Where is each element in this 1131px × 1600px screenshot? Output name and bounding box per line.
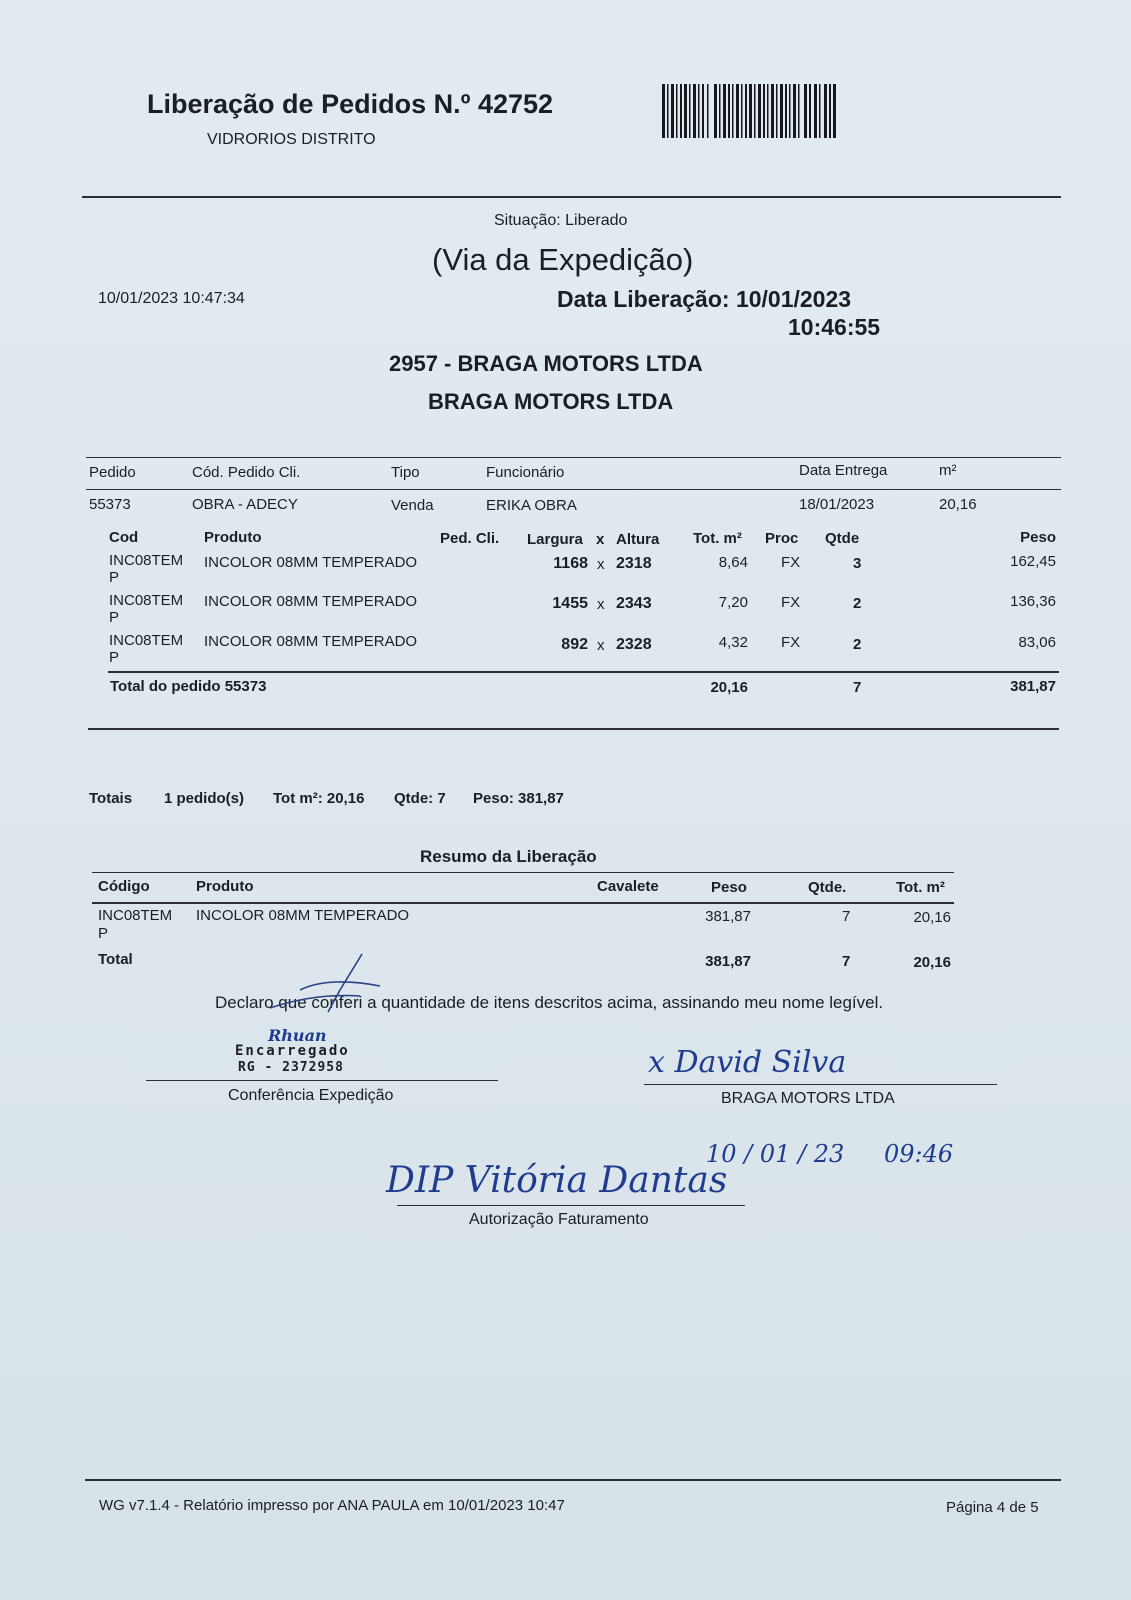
- summary-title: Resumo da Liberação: [420, 847, 597, 866]
- item-1-proc: FX: [781, 554, 801, 571]
- item-1-qtde: 3: [853, 555, 862, 572]
- right-signature-line: [644, 1084, 997, 1085]
- summary-row-peso: 381,87: [705, 908, 751, 925]
- left-signature-line: [146, 1080, 498, 1081]
- order-table-top-line: [86, 457, 1061, 458]
- item-3-tot-m2: 4,32: [718, 634, 748, 651]
- item-2-largura: 1455: [552, 595, 588, 612]
- item-2-cod: INC08TEM: [109, 592, 184, 609]
- header-divider: [82, 196, 1061, 198]
- items-col-altura: Altura: [616, 531, 660, 548]
- order-total-m2: 20,16: [710, 679, 748, 696]
- item-3-cod: INC08TEM: [109, 632, 184, 649]
- item-2-peso: 136,36: [1010, 593, 1056, 610]
- company-name: VIDRORIOS DISTRITO: [207, 131, 376, 148]
- items-col-produto: Produto: [204, 529, 262, 546]
- summary-col-cavalete: Cavalete: [597, 878, 659, 895]
- col-m2: m²: [939, 462, 957, 479]
- stamp-role: Encarregado: [235, 1043, 350, 1059]
- item-2-proc: FX: [781, 594, 801, 611]
- order-type: Venda: [391, 497, 434, 514]
- items-col-tot-m2: Tot. m²: [693, 530, 742, 547]
- order-total-label: Total do pedido 55373: [110, 678, 267, 695]
- order-total-peso: 381,87: [1010, 678, 1056, 695]
- summary-col-tot-m2: Tot. m²: [896, 879, 945, 896]
- summary-col-qtde: Qtde.: [808, 879, 847, 896]
- order-section-divider: [88, 728, 1059, 730]
- left-signature-label: Conferência Expedição: [228, 1087, 394, 1104]
- auth-date-handwriting: 10 / 01 / 23: [706, 1140, 845, 1168]
- summary-total-label: Total: [98, 951, 133, 968]
- order-number: 55373: [89, 496, 131, 513]
- item-1-x: x: [597, 556, 605, 573]
- item-3-x: x: [597, 637, 605, 654]
- order-client-code: OBRA - ADECY: [192, 496, 298, 513]
- totals-m2: Tot m²: 20,16: [273, 790, 365, 807]
- right-signature-label: BRAGA MOTORS LTDA: [721, 1090, 895, 1107]
- summary-row-produto: INCOLOR 08MM TEMPERADO: [196, 907, 410, 924]
- item-1-tot-m2: 8,64: [718, 554, 748, 571]
- col-tipo: Tipo: [391, 464, 420, 481]
- summary-row-cod-suffix: P: [98, 925, 109, 942]
- auth-signature-label: Autorização Faturamento: [469, 1211, 649, 1228]
- item-2-produto: INCOLOR 08MM TEMPERADO: [204, 593, 418, 610]
- totals-pedidos: 1 pedido(s): [164, 790, 245, 807]
- summary-row-tot-m2: 20,16: [913, 909, 951, 926]
- summary-total-qtde: 7: [842, 953, 851, 970]
- col-funcionario: Funcionário: [486, 464, 565, 481]
- item-1-peso: 162,45: [1010, 553, 1056, 570]
- item-2-cod-suffix: P: [109, 609, 120, 626]
- item-1-largura: 1168: [553, 555, 588, 572]
- order-delivery-date: 18/01/2023: [799, 496, 875, 513]
- signature-scribble-icon: [240, 950, 400, 1030]
- order-m2: 20,16: [939, 496, 977, 513]
- footer-divider: [85, 1479, 1061, 1481]
- item-2-tot-m2: 7,20: [718, 594, 748, 611]
- item-1-produto: INCOLOR 08MM TEMPERADO: [204, 554, 418, 571]
- summary-top-line: [92, 872, 954, 873]
- summary-col-produto: Produto: [196, 878, 254, 895]
- document-title: Liberação de Pedidos N.º 42752: [147, 89, 554, 119]
- stamp-rg: RG - 2372958: [238, 1060, 344, 1075]
- totals-qtde: Qtde: 7: [394, 790, 446, 807]
- declaration-text: Declaro que conferi a quantidade de itens descritos acima, assinando meu nome legível.: [215, 993, 884, 1012]
- item-3-largura: 892: [561, 636, 588, 653]
- item-2-x: x: [597, 596, 605, 613]
- items-col-proc: Proc: [765, 530, 799, 547]
- items-col-largura: Largura: [527, 531, 583, 548]
- item-2-altura: 2343: [616, 595, 652, 612]
- items-col-qtde: Qtde: [825, 530, 860, 547]
- printed-timestamp: 10/01/2023 10:47:34: [98, 290, 245, 307]
- items-col-x: x: [596, 531, 605, 548]
- summary-row-qtde: 7: [842, 908, 851, 925]
- items-col-peso: Peso: [1020, 529, 1056, 546]
- summary-header-line: [92, 902, 954, 904]
- order-total-qtde: 7: [853, 679, 862, 696]
- summary-col-codigo: Código: [98, 878, 150, 895]
- items-col-cod: Cod: [109, 529, 139, 546]
- release-time: 10:46:55: [788, 314, 881, 340]
- totals-label: Totais: [89, 790, 133, 807]
- item-3-peso: 83,06: [1018, 634, 1056, 651]
- barcode-icon: [662, 84, 836, 138]
- items-col-ped-cli: Ped. Cli.: [440, 530, 500, 547]
- summary-total-peso: 381,87: [705, 953, 751, 970]
- item-3-qtde: 2: [853, 636, 862, 653]
- item-1-cod-suffix: P: [109, 569, 120, 586]
- auth-signature-line: [397, 1205, 745, 1206]
- auth-signature-handwriting: DIP Vitória Dantas: [386, 1160, 728, 1201]
- item-3-altura: 2328: [616, 636, 652, 653]
- stamp-name: Rhuan: [268, 1026, 327, 1045]
- summary-col-peso: Peso: [711, 879, 747, 896]
- item-1-altura: 2318: [616, 555, 652, 572]
- item-2-qtde: 2: [853, 595, 862, 612]
- summary-total-tot-m2: 20,16: [913, 954, 951, 971]
- auth-time-handwriting: 09:46: [884, 1140, 954, 1168]
- order-employee: ERIKA OBRA: [486, 497, 577, 514]
- item-3-proc: FX: [781, 634, 801, 651]
- via-title: (Via da Expedição): [432, 242, 694, 277]
- item-3-cod-suffix: P: [109, 649, 120, 666]
- release-date: Data Liberação: 10/01/2023: [557, 286, 852, 312]
- footer-printed-by: WG v7.1.4 - Relatório impresso por ANA PAULA em 10/01/2023 10:47: [99, 1497, 565, 1514]
- footer-page-number: Página 4 de 5: [946, 1499, 1039, 1516]
- col-cod-pedido-cli: Cód. Pedido Cli.: [192, 464, 301, 481]
- totals-peso: Peso: 381,87: [473, 790, 564, 807]
- item-3-produto: INCOLOR 08MM TEMPERADO: [204, 633, 418, 650]
- right-signature-handwriting: x David Silva: [648, 1045, 847, 1080]
- item-1-cod: INC08TEM: [109, 552, 184, 569]
- summary-row-cod: INC08TEM: [98, 907, 173, 924]
- client-line-2: BRAGA MOTORS LTDA: [428, 389, 674, 414]
- items-total-line: [108, 671, 1059, 673]
- client-line-1: 2957 - BRAGA MOTORS LTDA: [389, 351, 703, 376]
- order-table-header-line: [86, 489, 1061, 490]
- col-pedido: Pedido: [89, 464, 136, 481]
- status-text: Situação: Liberado: [494, 212, 628, 229]
- col-data-entrega: Data Entrega: [799, 462, 888, 479]
